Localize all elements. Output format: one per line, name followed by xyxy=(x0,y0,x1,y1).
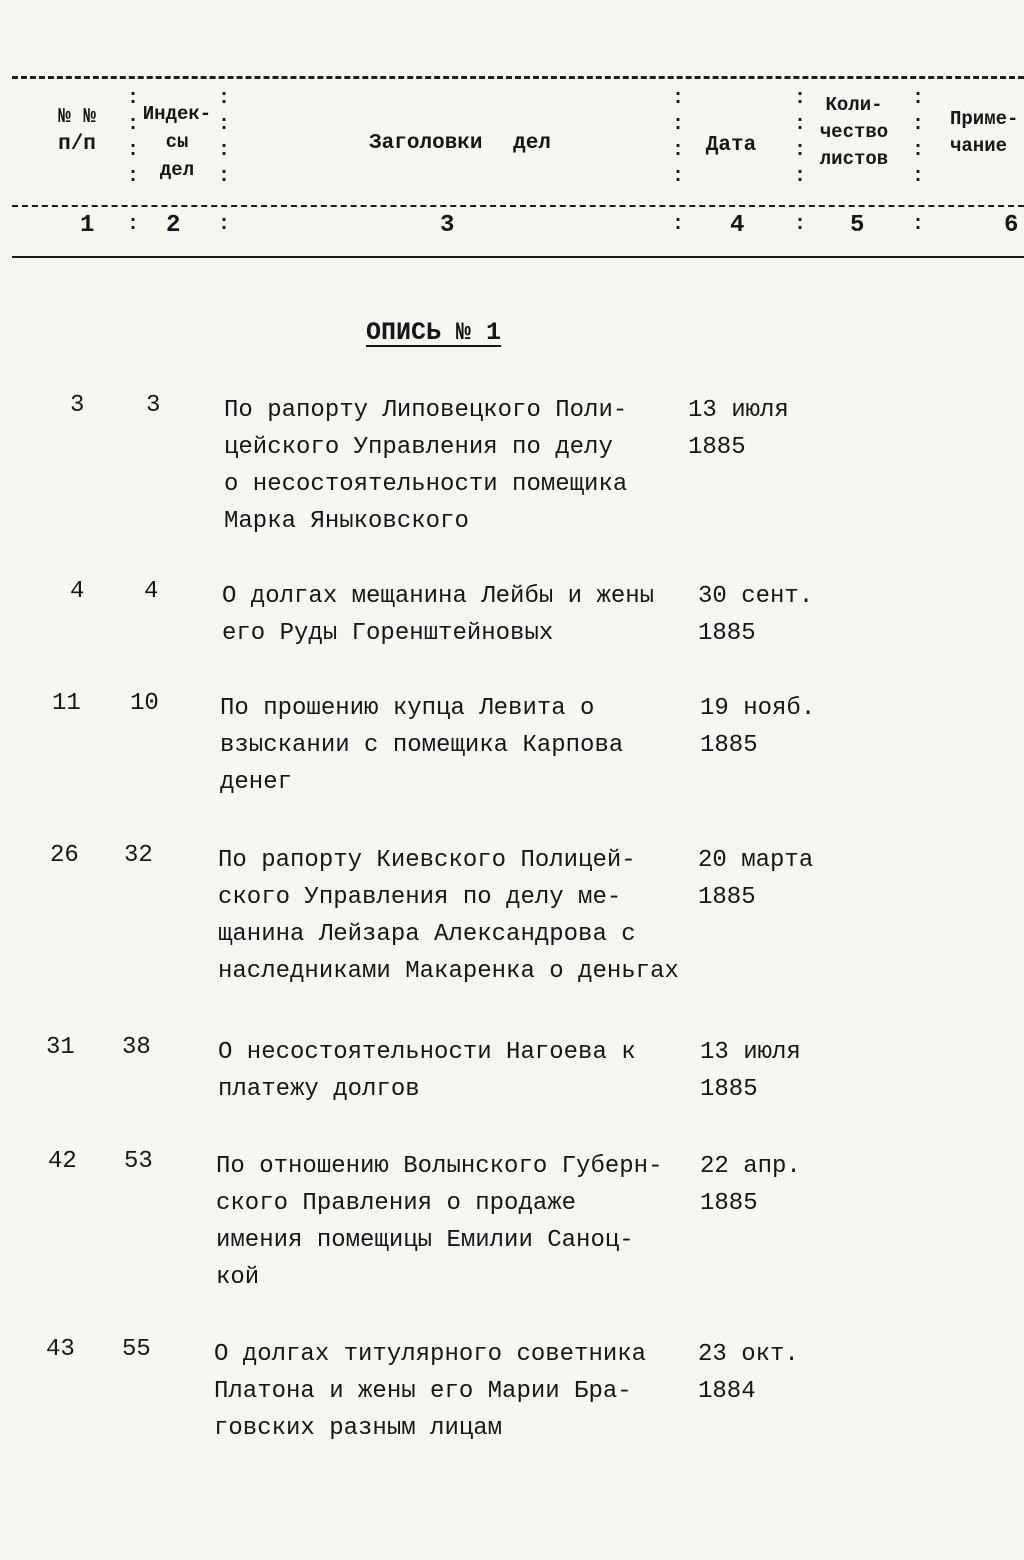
entry-title: По рапорту Киевского Полицей- ского Управления по делу ме- щанина Лейзара Александрова с наследниками Макаренка о деньгах xyxy=(218,847,679,985)
entry-index: 53 xyxy=(124,1148,153,1175)
entry-number: 3 xyxy=(70,392,85,419)
entry-index: 3 xyxy=(146,392,161,419)
col-number-1: 1 xyxy=(80,212,95,239)
col-separator: : xyxy=(794,213,807,236)
entry-title: О долгах мещанина Лейбы и жены его Руды Горенштейновых xyxy=(222,583,655,647)
entry-index: 10 xyxy=(130,690,159,717)
entry-index: 38 xyxy=(122,1034,151,1061)
col-number-4: 4 xyxy=(730,212,745,239)
col-header-index: Индек- сы дел xyxy=(142,103,212,181)
section-title: ОПИСЬ № 1 xyxy=(366,318,502,347)
col-header-number: № № п/п xyxy=(58,106,96,156)
entry-date: 13 июля 1885 xyxy=(700,1039,801,1103)
col-number-3: 3 xyxy=(440,212,455,239)
entry-title: О долгах титулярного советника Платона и жены его Марии Бра- говских разным лицам xyxy=(214,1341,647,1442)
entry-number: 43 xyxy=(46,1336,75,1363)
col-separator: : xyxy=(218,213,231,236)
col-header-notes: Приме- чание xyxy=(950,108,1019,157)
entry-date: 19 нояб. 1885 xyxy=(700,695,816,759)
entry-index: 4 xyxy=(144,578,159,605)
entry-title: О несостоятельности Нагоева к платежу долгов xyxy=(218,1039,636,1103)
col-separator: : : : : xyxy=(127,87,140,188)
col-number-5: 5 xyxy=(850,212,865,239)
col-separator: : : : : xyxy=(672,87,685,188)
entry-number: 31 xyxy=(46,1034,75,1061)
col-separator: : xyxy=(127,213,140,236)
col-header-date: Дата xyxy=(705,134,757,157)
col-separator: : xyxy=(672,213,685,236)
entry-number: 42 xyxy=(48,1148,77,1175)
entry-number: 4 xyxy=(70,578,85,605)
entry-title: По рапорту Липовецкого Поли- цейского Управления по делу о несостоятельности помещика Марка Яныковского xyxy=(224,397,628,535)
entry-index: 55 xyxy=(122,1336,151,1363)
entry-date: 30 сент. 1885 xyxy=(698,583,814,647)
header-bottom-rule xyxy=(12,256,1024,258)
entry-date: 22 апр. 1885 xyxy=(700,1153,801,1217)
entry-date: 23 окт. 1884 xyxy=(698,1341,799,1405)
header-divider-rule xyxy=(12,205,1024,207)
col-number-6: 6 xyxy=(1004,212,1019,239)
entry-index: 32 xyxy=(124,842,153,869)
entry-number: 26 xyxy=(50,842,79,869)
col-separator: : : : : xyxy=(794,87,807,188)
col-number-2: 2 xyxy=(166,212,181,239)
col-separator: : xyxy=(912,213,925,236)
col-header-sheets: Коли- чество листов xyxy=(819,94,889,170)
col-separator: : : : : xyxy=(912,87,925,188)
header-top-rule xyxy=(12,76,1024,79)
entry-title: По отношению Волынского Губерн- ского Правления о продаже имения помещицы Емилии Саноц- кой xyxy=(216,1153,663,1291)
entry-date: 20 марта 1885 xyxy=(698,847,814,911)
entry-number: 11 xyxy=(52,690,81,717)
col-separator: : : : : xyxy=(218,87,231,188)
entry-date: 13 июля 1885 xyxy=(688,397,789,461)
entry-title: По прошению купца Левита о взыскании с помещика Карпова денег xyxy=(220,695,624,796)
col-header-titles: Заголовки дел xyxy=(369,132,551,155)
